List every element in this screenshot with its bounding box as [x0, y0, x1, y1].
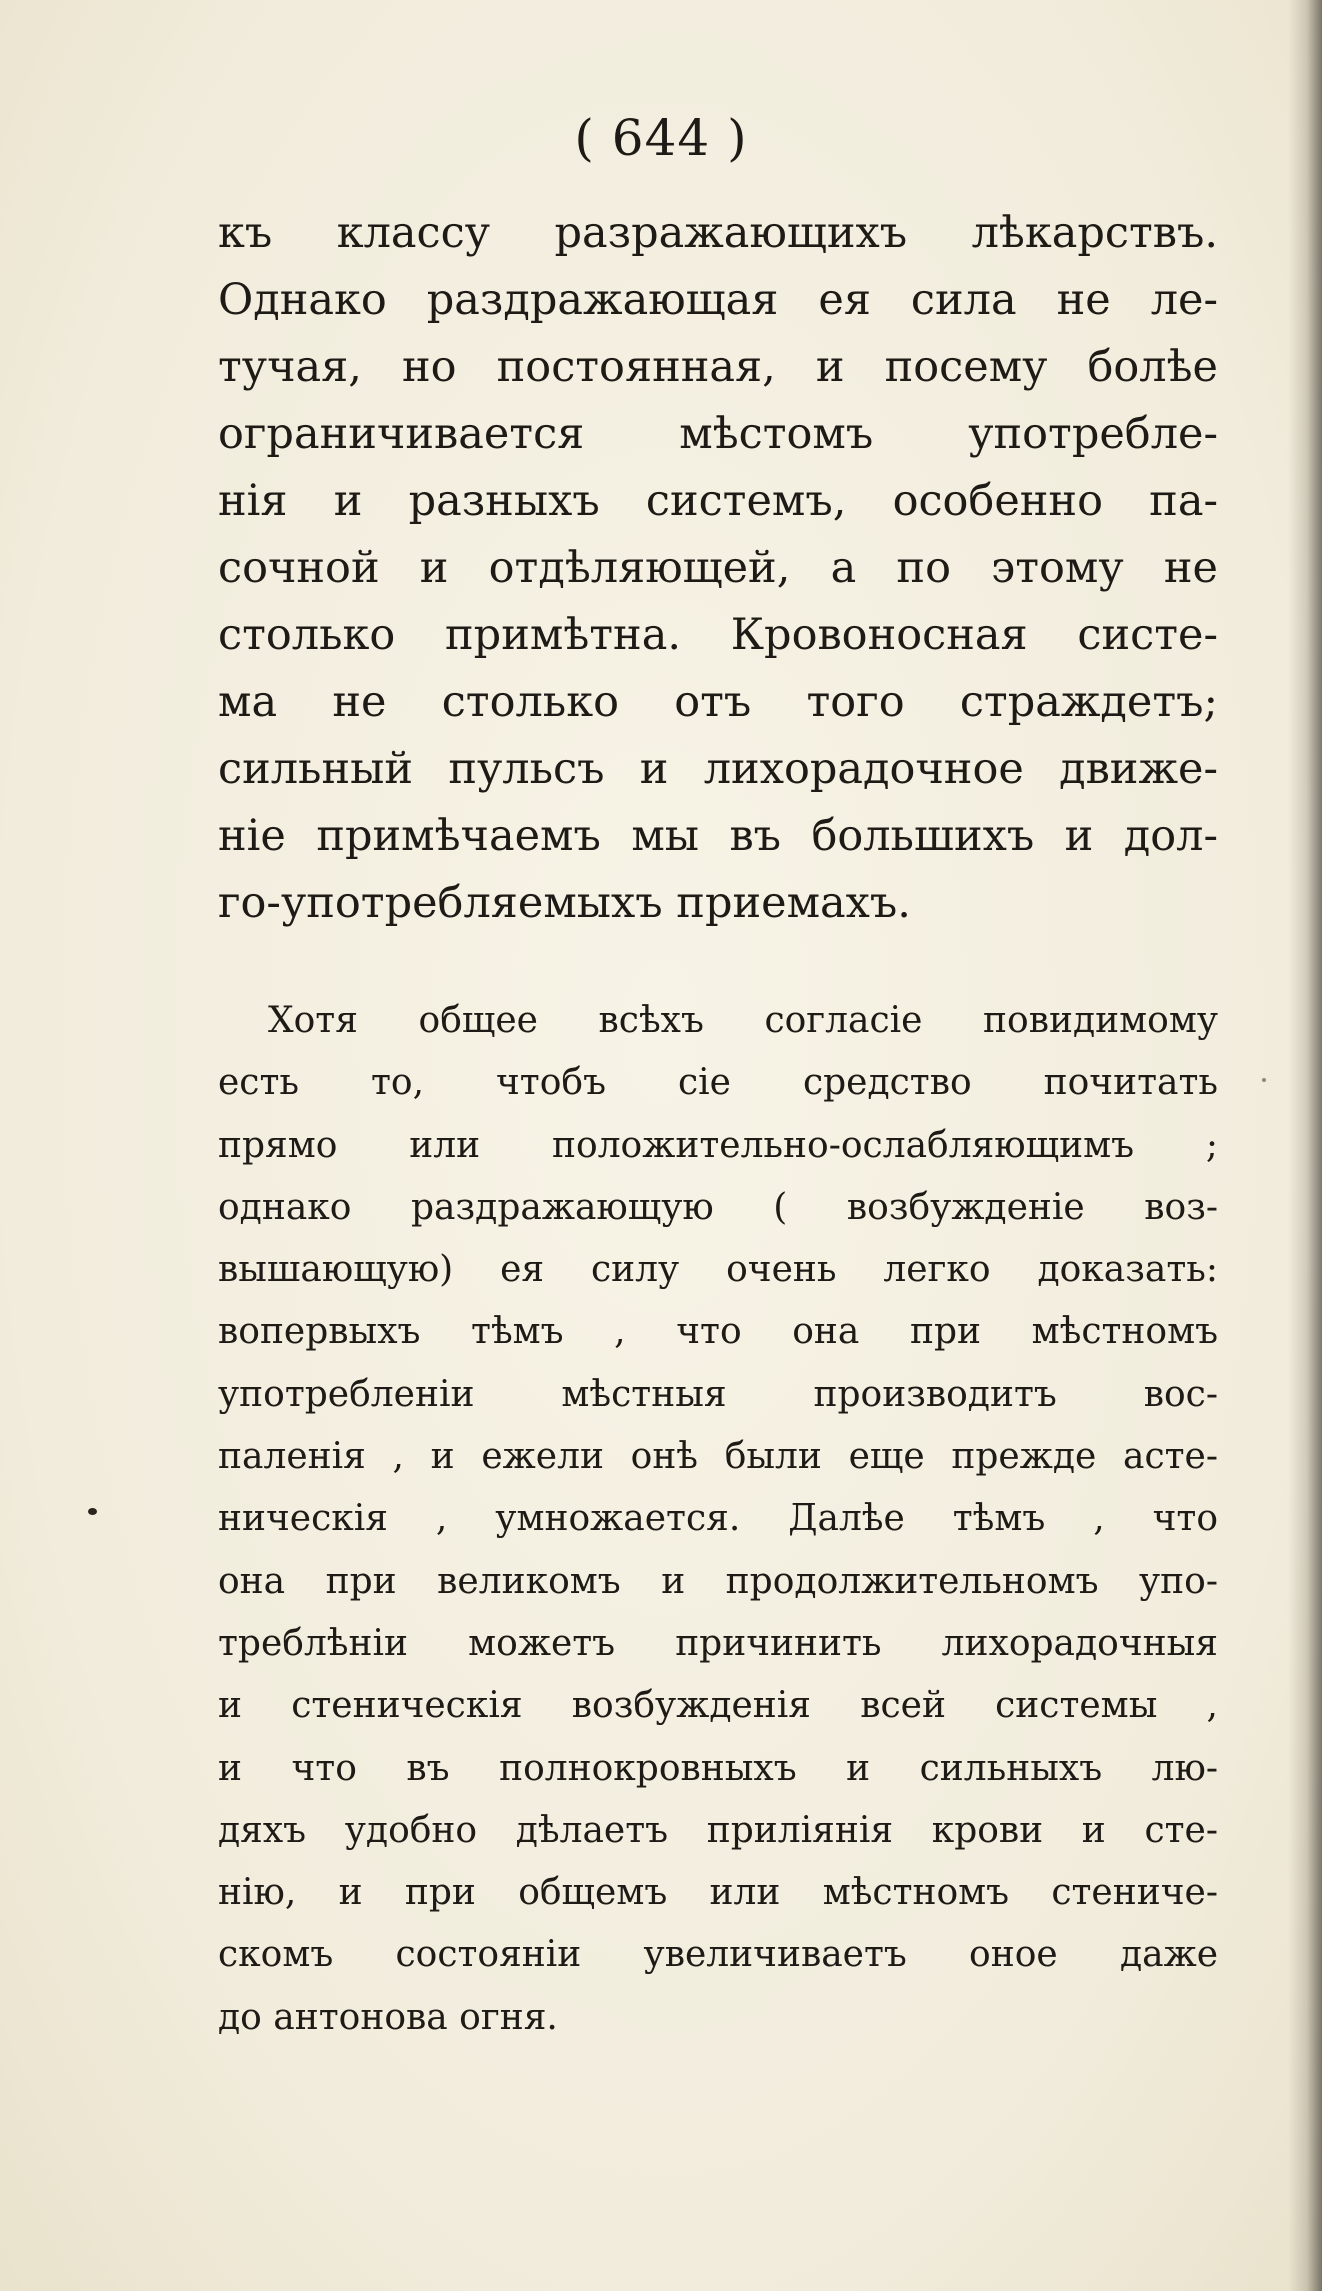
- text-line: вышающую) ея силу очень легко доказать:: [218, 1249, 1218, 1291]
- text-line: ограничивается мѣстомъ употребле-: [218, 409, 1218, 459]
- text-line: до антонова огня.: [218, 1996, 558, 2038]
- paragraph-2: [218, 990, 1218, 2049]
- text-line: ническія , умножается. Далѣе тѣмъ , что: [218, 1498, 1218, 1540]
- text-line: прямо или положительно-ослабляющимъ ;: [218, 1124, 1218, 1166]
- text-line: нію, и при общемъ или мѣстномъ стениче-: [218, 1872, 1218, 1914]
- text-line: къ классу разражающихъ лѣкарствъ.: [218, 208, 1218, 258]
- text-line: скомъ состояніи увеличиваетъ оное даже: [218, 1934, 1218, 1976]
- text-line: го-употребляемыхъ приемахъ.: [218, 878, 911, 928]
- text-line: и что въ полнокровныхъ и сильныхъ лю-: [218, 1747, 1218, 1789]
- text-line: ма не столько отъ того страждетъ;: [218, 677, 1218, 727]
- text-line: паленія , и ежели онѣ были еще прежде асте-: [218, 1436, 1218, 1478]
- paragraph-1: [218, 200, 1218, 937]
- ink-speck: [1262, 1078, 1266, 1082]
- text-line: сильный пульсъ и лихорадочное движе-: [218, 744, 1218, 794]
- text-line: сочной и отдѣляющей, а по этому не: [218, 543, 1218, 593]
- text-line: Однако раздражающая ея сила не ле-: [218, 275, 1218, 325]
- page-edge-shadow: [1288, 0, 1322, 2291]
- text-line: нія и разныхъ системъ, особенно па-: [218, 476, 1218, 526]
- text-line: треблѣніи можетъ причинить лихорадочныя: [218, 1622, 1218, 1664]
- text-line: столько примѣтна. Кровоносная систе-: [218, 610, 1218, 660]
- page-number: ( 644 ): [574, 109, 748, 167]
- text-line: она при великомъ и продолжительномъ упо-: [218, 1560, 1218, 1602]
- text-line: тучая, но постоянная, и посему болѣе: [218, 342, 1218, 392]
- text-line: дяхъ удобно дѣлаетъ приліянія крови и сте-: [218, 1809, 1218, 1851]
- text-line: и стеническія возбужденія всей системы ,: [218, 1685, 1218, 1727]
- text-line: Хотя общее всѣхъ согласіе повидимому: [268, 1000, 1218, 1041]
- text-line: ніе примѣчаемъ мы въ большихъ и дол-: [218, 811, 1218, 861]
- text-line: однако раздражающую ( возбужденіе воз-: [218, 1186, 1218, 1228]
- text-line: есть то, чтобъ сіе средство почитать: [218, 1062, 1218, 1104]
- text-line: вопервыхъ тѣмъ , что она при мѣстномъ: [218, 1311, 1218, 1353]
- text-line: употребленіи мѣстныя производитъ вос-: [218, 1373, 1218, 1415]
- ink-speck: [88, 1508, 97, 1515]
